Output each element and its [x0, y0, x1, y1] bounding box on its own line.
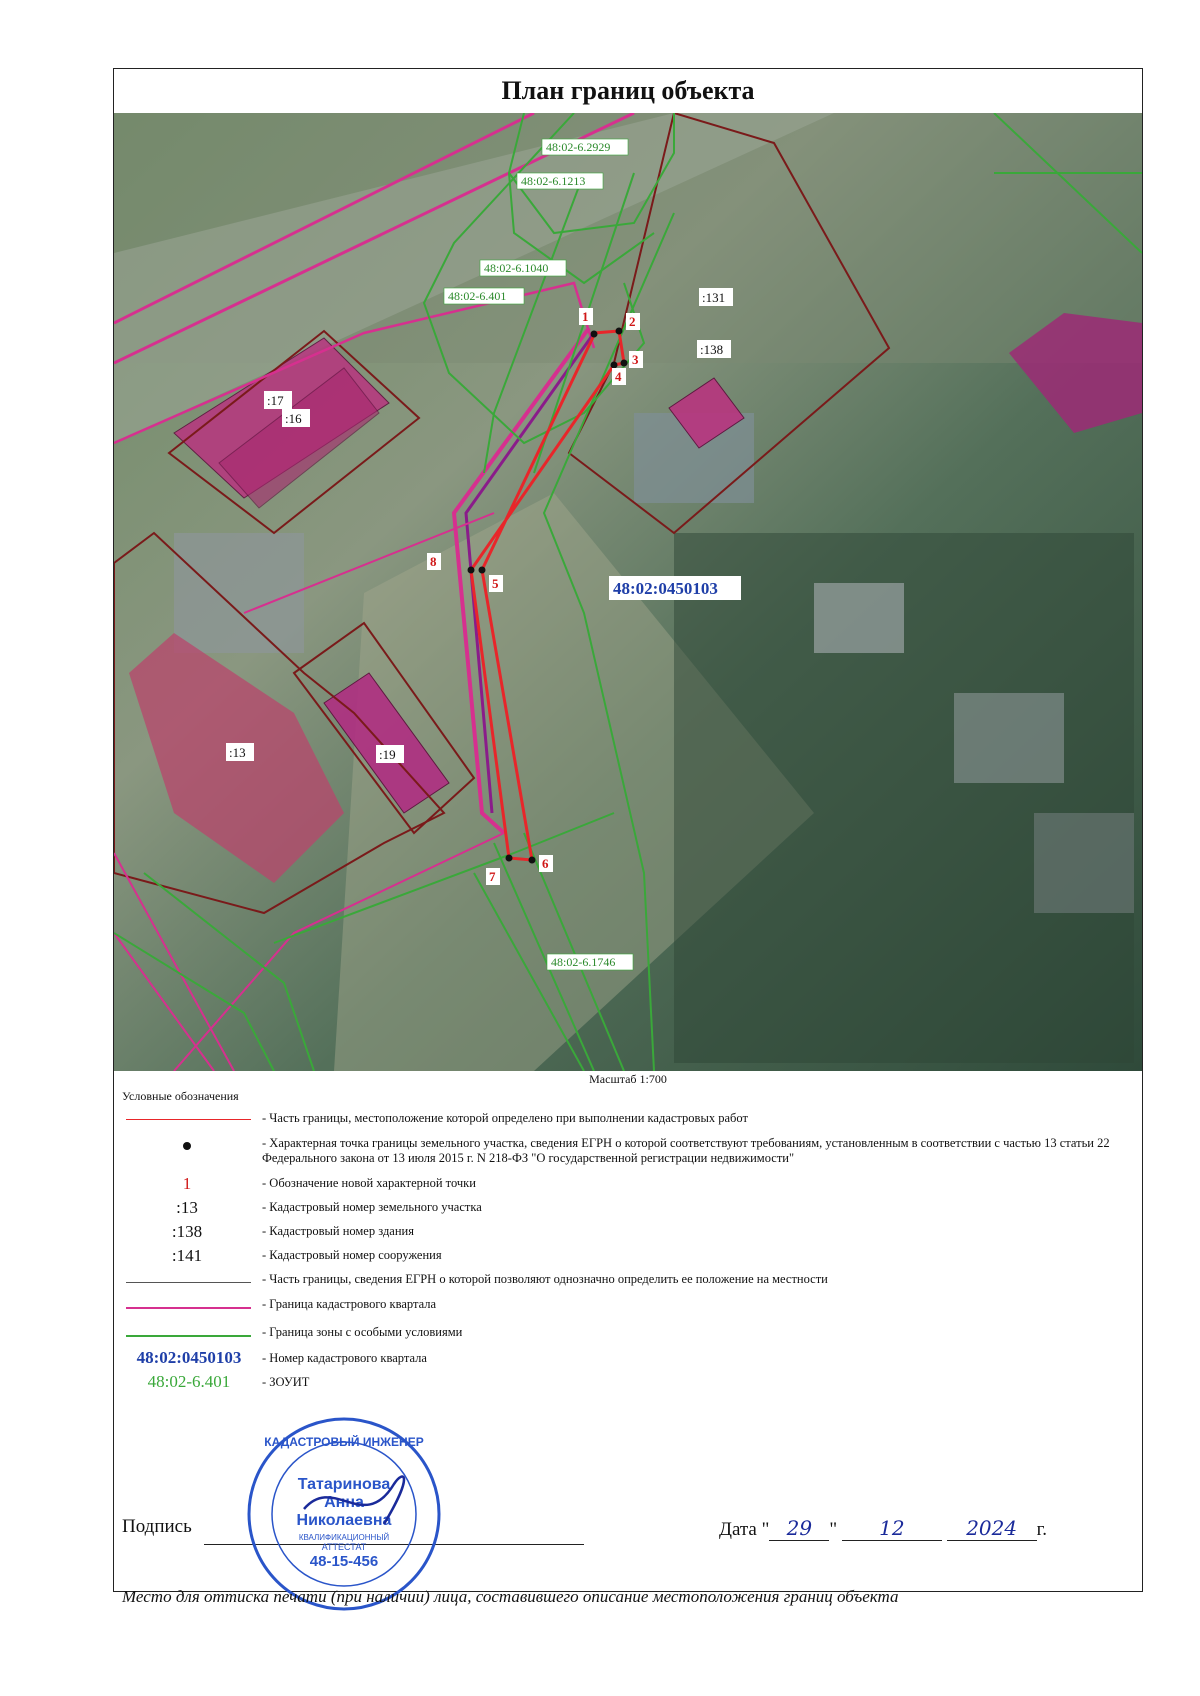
- date-day: 29: [769, 1516, 829, 1541]
- map-drawing: [114, 113, 1142, 1071]
- point-label-1: 1: [582, 309, 589, 324]
- svg-text:Николаевна: Николаевна: [296, 1512, 392, 1529]
- point-7-marker: [506, 855, 513, 862]
- svg-text:КВАЛИФИКАЦИОННЫЙ: КВАЛИФИКАЦИОННЫЙ: [298, 1533, 390, 1542]
- point-label-8: 8: [430, 554, 437, 569]
- parcel-label: :138: [700, 342, 724, 357]
- roof-gray: [174, 533, 304, 653]
- quarter-label: 48:02:0450103: [613, 579, 718, 598]
- date-suffix: г.: [1036, 1519, 1048, 1540]
- legend-symbol-thin-line: [126, 1282, 251, 1283]
- legend-text: - Граница кадастрового квартала: [262, 1297, 437, 1311]
- zone-label: 48:02-6.1746: [551, 955, 616, 969]
- legend-title: Условные обозначения: [122, 1089, 239, 1103]
- zone-label: 48:02-6.2929: [546, 140, 611, 154]
- legend-text: - Граница зоны с особыми условиями: [262, 1325, 463, 1339]
- roof-gray: [1034, 813, 1134, 913]
- roof-gray: [814, 583, 904, 653]
- legend-text: - Кадастровый номер здания: [262, 1224, 414, 1238]
- legend-text: - Часть границы, местоположение которой определено при выполнении кадастровых работ: [262, 1111, 748, 1125]
- date-month: 12: [842, 1516, 942, 1541]
- legend-symbol-structure: :141: [171, 1246, 203, 1265]
- point-label-4: 4: [615, 369, 622, 384]
- legend-symbol-dot: [183, 1142, 191, 1150]
- title-bar: [114, 69, 1142, 114]
- point-2-marker: [616, 328, 623, 335]
- date-year: 2024: [947, 1516, 1037, 1541]
- legend-symbol-pink-line: [126, 1307, 251, 1309]
- parcel-label: :19: [379, 747, 396, 762]
- svg-text:КАДАСТРОВЫЙ ИНЖЕНЕР: КАДАСТРОВЫЙ ИНЖЕНЕР: [264, 1435, 424, 1449]
- legend-text: - Часть границы, сведения ЕГРН о которой позволяют однозначно определить ее положение на местности: [262, 1272, 828, 1286]
- zone-label: 48:02-6.1040: [484, 261, 549, 275]
- point-label-5: 5: [492, 576, 499, 591]
- date-field: Дата " 29 " 12 2024 г.: [719, 1516, 1048, 1540]
- plan-sheet: [113, 68, 1143, 1606]
- svg-text:Татаринова: Татаринова: [297, 1476, 391, 1493]
- parcel-label: :131: [702, 290, 726, 305]
- scale-label: Масштаб 1:700: [589, 1072, 667, 1086]
- parcel-label: :16: [285, 411, 302, 426]
- legend-text: - ЗОУИТ: [262, 1375, 310, 1389]
- point-label-6: 6: [542, 856, 549, 871]
- map-area: [114, 113, 1142, 1071]
- point-label-7: 7: [489, 869, 496, 884]
- legend-symbol-red-line: [126, 1119, 251, 1120]
- legend-text: - Характерная точка границы земельного участка, сведения ЕГРН о которой соответствуют требованиям, установленным в соответствии с частью 13 статьи 22 Федерального закона от 13 июля 2015 г. N 218-ФЗ "О государственной регистрации недвижимости": [262, 1136, 1110, 1165]
- point-label-2: 2: [629, 314, 636, 329]
- svg-text:Анна: Анна: [324, 1494, 364, 1511]
- signature-label: Подпись: [122, 1516, 192, 1537]
- legend-text: - Кадастровый номер сооружения: [262, 1248, 442, 1262]
- legend-text: - Обозначение новой характерной точки: [262, 1176, 476, 1190]
- point-5-marker: [479, 567, 486, 574]
- legend-symbol-quarter-number: 48:02:0450103: [136, 1348, 242, 1367]
- legend-symbol-green-line: [126, 1335, 251, 1337]
- point-1-marker: [591, 331, 598, 338]
- page-title: План границ объекта: [501, 76, 755, 105]
- legend-text: - Кадастровый номер земельного участка: [262, 1200, 482, 1214]
- svg-text:48-15-456: 48-15-456: [309, 1553, 379, 1570]
- zone-label: 48:02-6.1213: [521, 174, 586, 188]
- legend-symbol-parcel: :13: [176, 1198, 198, 1217]
- point-6-marker: [529, 857, 536, 864]
- legend-symbol-point-number: 1: [182, 1174, 192, 1193]
- point-8-marker: [468, 567, 475, 574]
- roof-gray: [954, 693, 1064, 783]
- svg-text:АТТЕСТАТ: АТТЕСТАТ: [321, 1542, 367, 1552]
- point-3-marker: [621, 360, 628, 367]
- point-label-3: 3: [632, 352, 639, 367]
- legend-text: - Номер кадастрового квартала: [262, 1351, 427, 1365]
- date-label: Дата: [719, 1519, 757, 1540]
- stamp-place-note: Место для оттиска печати (при наличии) лица, составившего описание местоположения границ объекта: [122, 1587, 899, 1606]
- legend-symbol-building: :138: [171, 1222, 203, 1241]
- parcel-label: :13: [229, 745, 246, 760]
- stamp-seal: [244, 1414, 444, 1614]
- legend-symbol-zone-number: 48:02-6.401: [147, 1372, 231, 1391]
- parcel-label: :17: [267, 393, 284, 408]
- zone-label: 48:02-6.401: [448, 289, 507, 303]
- point-4-marker: [611, 362, 618, 369]
